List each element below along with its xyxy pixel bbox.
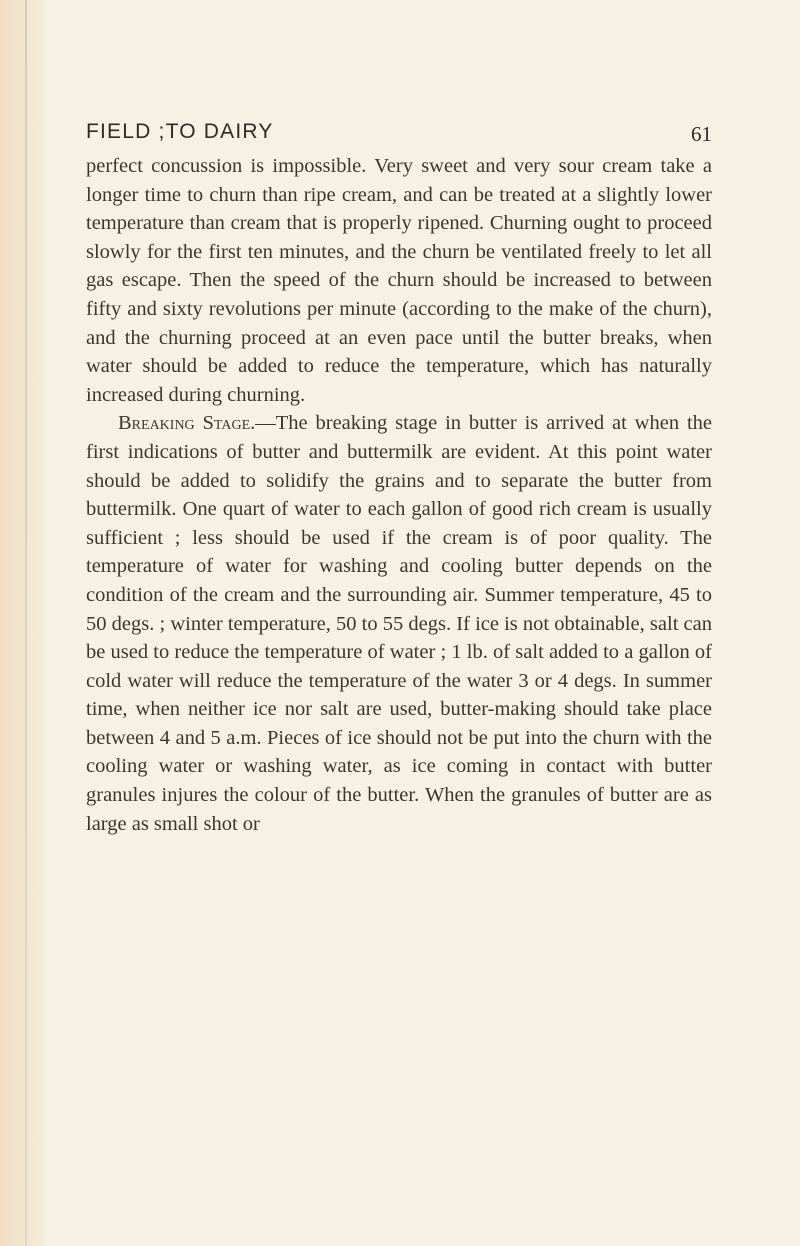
page-number: 61 <box>691 122 712 146</box>
paragraph-1-text: perfect concussion is impossible. Very sweet and very sour cream take a longer time to churn than ripe cream, and can be treated at a slightly lower temperature than cream that is properly ripened. Churning ought to proceed slowly for the first ten minutes, and the churn be ventilated freely to let all gas escape. Then the speed of the churn should be increased to between fifty and sixty revolutions per minute (according to the make of the churn), and the churning proceed at an even pace until the butter breaks, when water should be added to reduce the temperature, which has naturally increased during churning. <box>86 155 712 406</box>
page-edge-shadow <box>0 0 44 1246</box>
page-header <box>82 112 712 152</box>
paragraph-2-text: —The breaking stage in butter is arrived at when the first indications of butter and buttermilk are evident. At this point water should be added to solidify the grains and to separate the butter from buttermilk. One quart of water to each gallon of good rich cream is usually sufficient ; less should be used if the cream is of poor quality. The temperature of water for washing and cooling butter depends on the condition of the cream and the surrounding air. Summer temperature, 45 to 50 degs. ; winter temperature, 50 to 55 degs. If ice is not obtainable, salt can be used to reduce the temperature of water ; 1 lb. of salt added to a gallon of cold water will reduce the temperature of the water 3 or 4 degs. In summer time, when neither ice nor salt are used, butter-making should take place between 4 and 5 a.m. Pieces of ice should not be put into the churn with the cooling water or washing water, as ice coming in contact with butter granules injures the colour of the butter. When the granules of butter are as large as small shot or <box>86 412 712 835</box>
running-head: FIELD ;TO DAIRY <box>86 120 274 143</box>
binding-line <box>25 0 27 1246</box>
paragraph-2 <box>86 409 712 838</box>
section-lead: Breaking Stage. <box>118 412 256 435</box>
body-text <box>82 152 712 838</box>
book-page <box>82 112 712 838</box>
paragraph-1 <box>86 152 712 409</box>
